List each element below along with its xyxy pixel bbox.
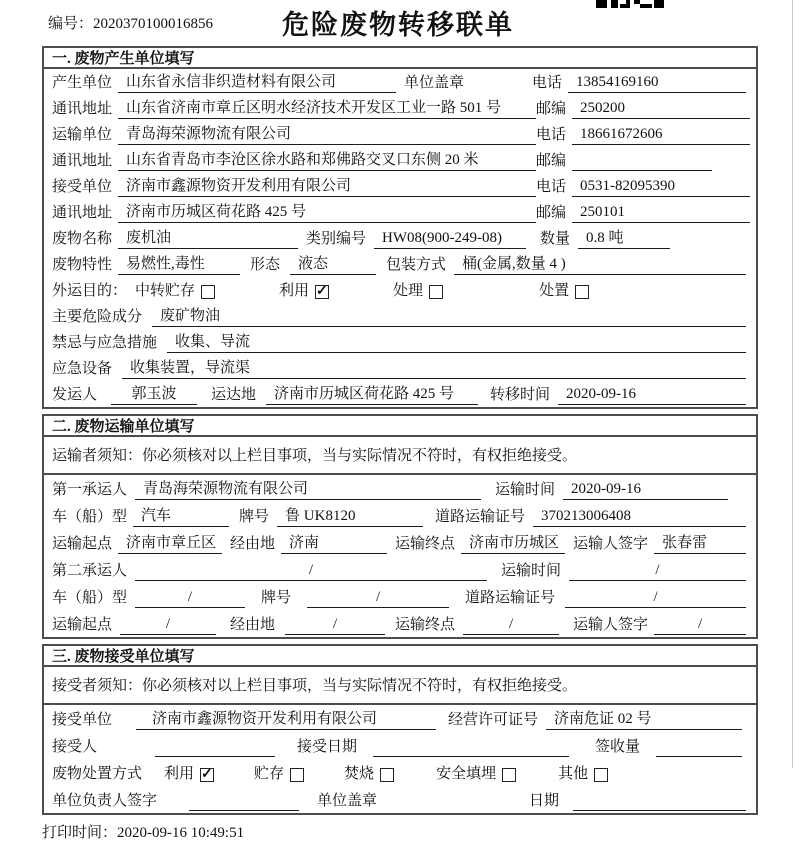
row-producer-address	[44, 95, 756, 121]
serial-value: 2020370100016856	[93, 16, 214, 32]
receiver-zip-value: 250101	[572, 203, 750, 223]
waste-name-value: 废机油	[118, 229, 298, 249]
license-value: 济南危证 02 号	[546, 710, 742, 730]
option-dispose	[539, 282, 589, 301]
option-treat-label: 处理	[393, 283, 424, 299]
transporter-phone-value: 18661672606	[572, 125, 750, 145]
option-d-incinerate-label: 焚烧	[344, 766, 375, 782]
row-hazard-component	[44, 303, 756, 329]
hazard-component-label: 主要危险成分	[52, 309, 143, 325]
unit-seal-label: 单位盖章	[404, 75, 465, 91]
waste-property-value: 易燃性,毒性	[118, 255, 240, 275]
section-transporter-title: 二. 废物运输单位填写	[44, 416, 756, 437]
road-permit1-value: 370213006408	[533, 507, 746, 527]
option-utilize-label: 利用	[279, 283, 310, 299]
carrier1-value: 青岛海荣源物流有限公司	[135, 480, 481, 500]
row-emergency-equipment	[44, 355, 756, 381]
print-time	[42, 821, 796, 842]
dispatcher-value: 郭玉波	[111, 385, 197, 405]
receiver-unit-label: 接受单位	[52, 179, 113, 195]
option-d-landfill-label: 安全填埋	[436, 766, 497, 782]
row-waste-name	[44, 225, 756, 251]
packing-value: 桶(金属,数量 4 )	[454, 255, 746, 275]
page-scan-edge	[792, 0, 793, 768]
d-incinerate-checkbox	[380, 768, 394, 782]
producer-unit-label: 产生单位	[52, 75, 113, 91]
transporter-unit-value: 青岛海荣源物流有限公司	[118, 125, 536, 145]
row-transfer-purpose	[44, 277, 756, 303]
vehicle2-type-value: /	[135, 588, 245, 608]
form-title: 危险废物转移联单	[282, 10, 514, 40]
row-carrier1	[44, 475, 756, 502]
receive-unit-value: 济南市鑫源物资开发利用有限公司	[136, 710, 436, 730]
receive-qty-value	[656, 738, 742, 757]
packing-label: 包装方式	[386, 257, 447, 273]
row-vehicle2	[44, 583, 756, 610]
receive-person-value	[155, 738, 275, 757]
d-landfill-checkbox	[502, 768, 516, 782]
option-utilize	[279, 282, 329, 301]
waste-form-label: 形态	[250, 257, 281, 273]
waste-code-label: 类别编号	[306, 231, 367, 247]
transfer-time-value: 2020-09-16	[558, 385, 746, 405]
option-dispose-label: 处置	[539, 283, 570, 299]
section-receiver-title: 三. 废物接受单位填写	[44, 646, 756, 667]
plate1-label: 牌号	[239, 509, 270, 525]
row-waste-property	[44, 251, 756, 277]
receiver-unit-value: 济南市鑫源物资开发利用有限公司	[118, 177, 536, 197]
route1-via-label: 经由地	[230, 536, 276, 552]
receiver-address-label: 通讯地址	[52, 205, 113, 221]
producer-phone-label: 电话	[531, 75, 562, 91]
transport-time2-label: 运输时间	[501, 563, 562, 579]
route2-start-label: 运输起点	[52, 617, 113, 633]
transport-time2-value: /	[569, 561, 746, 581]
route2-via-label: 经由地	[230, 617, 276, 633]
plate1-value: 鲁 UK8120	[277, 507, 423, 527]
row-producer-unit	[44, 69, 756, 95]
route2-end-label: 运输终点	[395, 617, 456, 633]
print-time-value: 2020-09-16 10:49:51	[117, 825, 245, 841]
receiver-notice: 接受者须知：你必须核对以上栏目事项，当与实际情况不符时，有权拒绝接受。	[44, 667, 756, 705]
receiver-phone-label: 电话	[536, 179, 567, 195]
row-carrier2	[44, 556, 756, 583]
producer-unit-value: 山东省永信非织造材料有限公司	[118, 73, 396, 93]
dispatcher-label: 发运人	[52, 387, 98, 403]
route2-end-value: /	[463, 615, 559, 635]
route1-start-label: 运输起点	[52, 536, 113, 552]
waste-qty-value: 0.8 吨	[578, 229, 670, 249]
transporter-phone-label: 电话	[536, 127, 567, 143]
carrier1-sign-value: 张春雷	[654, 534, 746, 554]
road-permit2-label: 道路运输证号	[465, 590, 556, 606]
license-label: 经营许可证号	[448, 712, 539, 728]
receive-qty-label: 签收量	[595, 739, 641, 755]
carrier2-sign-value: /	[654, 615, 746, 635]
waste-form-value: 液态	[290, 255, 376, 275]
producer-zip-label: 邮编	[536, 101, 567, 117]
receive-person-label: 接受人	[52, 739, 98, 755]
transporter-address-value: 山东省青岛市李沧区徐水路和郑佛路交叉口东侧 20 米	[118, 151, 536, 171]
vehicle2-type-label: 车（船）型	[52, 590, 128, 606]
row-dispatch	[44, 381, 756, 407]
emergency-measures-value: 收集、导流	[167, 333, 746, 353]
print-time-label: 打印时间：	[42, 825, 118, 841]
document-header	[0, 0, 796, 46]
row-receive-person	[44, 732, 756, 759]
transfer-time-label: 转移时间	[490, 387, 551, 403]
d-utilize-checkbox	[200, 768, 214, 782]
destination-label: 运达地	[211, 387, 257, 403]
producer-phone-value: 13854169160	[568, 73, 746, 93]
route1-end-value: 济南市历城区	[461, 534, 565, 554]
vehicle1-type-label: 车（船）型	[52, 509, 128, 525]
option-transit-storage	[135, 282, 215, 301]
carrier1-label: 第一承运人	[52, 482, 128, 498]
receive-unit-label: 接受单位	[52, 712, 113, 728]
d-other-checkbox	[594, 768, 608, 782]
row-responsible-sign	[44, 786, 756, 813]
row-vehicle1	[44, 502, 756, 529]
row-emergency-measures	[44, 329, 756, 355]
receiver-seal-label: 单位盖章	[317, 793, 378, 809]
plate2-value: /	[307, 588, 449, 608]
option-treat	[393, 282, 443, 301]
receive-date-value	[373, 738, 569, 757]
option-d-utilize-label: 利用	[164, 766, 195, 782]
serial-label: 编号：	[48, 16, 94, 32]
waste-property-label: 废物特性	[52, 257, 113, 273]
option-d-store-label: 贮存	[254, 766, 285, 782]
vehicle1-type-value: 汽车	[133, 507, 229, 527]
emergency-equipment-label: 应急设备	[52, 361, 113, 377]
row-disposal-method	[44, 759, 756, 786]
section-producer-title: 一. 废物产生单位填写	[44, 48, 756, 69]
qr-code-fragment	[596, 0, 664, 9]
route1-via-value: 济南	[281, 534, 387, 554]
route2-start-value: /	[120, 615, 216, 635]
row-receive-unit	[44, 705, 756, 732]
transporter-address-label: 通讯地址	[52, 153, 113, 169]
responsible-sign-label: 单位负责人签字	[52, 793, 158, 809]
producer-address-value: 山东省济南市章丘区明水经济技术开发区工业一路 501 号	[118, 99, 536, 119]
section-receiver	[42, 644, 758, 815]
waste-qty-label: 数量	[540, 231, 571, 247]
receiver-phone-value: 0531-82095390	[572, 177, 750, 197]
responsible-sign-value	[189, 792, 299, 811]
row-transporter-unit	[44, 121, 756, 147]
waste-name-label: 废物名称	[52, 231, 113, 247]
option-d-other-label: 其他	[558, 766, 589, 782]
dispose-checkbox	[575, 285, 589, 299]
transporter-zip-value	[572, 152, 712, 171]
transfer-purpose-label: 外运目的：	[52, 283, 128, 299]
route2-via-value: /	[285, 615, 385, 635]
form-body	[42, 46, 758, 815]
section-producer	[42, 46, 758, 409]
road-permit2-value: /	[565, 588, 746, 608]
transit-storage-checkbox	[201, 285, 215, 299]
plate2-label: 牌号	[261, 590, 292, 606]
transport-time1-value: 2020-09-16	[563, 480, 728, 500]
carrier2-label: 第二承运人	[52, 563, 128, 579]
route1-end-label: 运输终点	[395, 536, 456, 552]
row-receiver-address	[44, 199, 756, 225]
d-store-checkbox	[290, 768, 304, 782]
waste-code-value: HW08(900-249-08)	[374, 229, 526, 249]
producer-zip-value: 250200	[572, 99, 750, 119]
road-permit1-label: 道路运输证号	[435, 509, 526, 525]
hazard-component-value: 废矿物油	[152, 307, 746, 327]
row-route1	[44, 529, 756, 556]
producer-address-label: 通讯地址	[52, 101, 113, 117]
transport-time1-label: 运输时间	[495, 482, 556, 498]
receiver-address-value: 济南市历城区荷花路 425 号	[118, 203, 536, 223]
destination-value: 济南市历城区荷花路 425 号	[266, 385, 478, 405]
route1-start-value: 济南市章丘区	[118, 534, 222, 554]
emergency-equipment-value: 收集装置，导流渠	[122, 359, 746, 379]
option-transit-storage-label: 中转贮存	[135, 283, 196, 299]
receive-date-label: 接受日期	[297, 739, 358, 755]
receiver-zip-label: 邮编	[536, 205, 567, 221]
transporter-unit-label: 运输单位	[52, 127, 113, 143]
row-receiver-unit	[44, 173, 756, 199]
carrier2-sign-label: 运输人签字	[573, 617, 649, 633]
utilize-checkbox	[315, 285, 329, 299]
carrier1-sign-label: 运输人签字	[573, 536, 649, 552]
sign-date-label: 日期	[529, 793, 560, 809]
row-transporter-address	[44, 147, 756, 173]
carrier2-value: /	[135, 561, 487, 581]
treat-checkbox	[429, 285, 443, 299]
emergency-measures-label: 禁忌与应急措施	[52, 335, 158, 351]
serial-number	[48, 12, 213, 33]
sign-date-value	[573, 792, 746, 811]
disposal-method-label: 废物处置方式	[52, 766, 143, 782]
section-transporter	[42, 414, 758, 639]
row-route2	[44, 610, 756, 637]
transporter-zip-label: 邮编	[536, 153, 567, 169]
transporter-notice: 运输者须知：你必须核对以上栏目事项，当与实际情况不符时，有权拒绝接受。	[44, 437, 756, 475]
